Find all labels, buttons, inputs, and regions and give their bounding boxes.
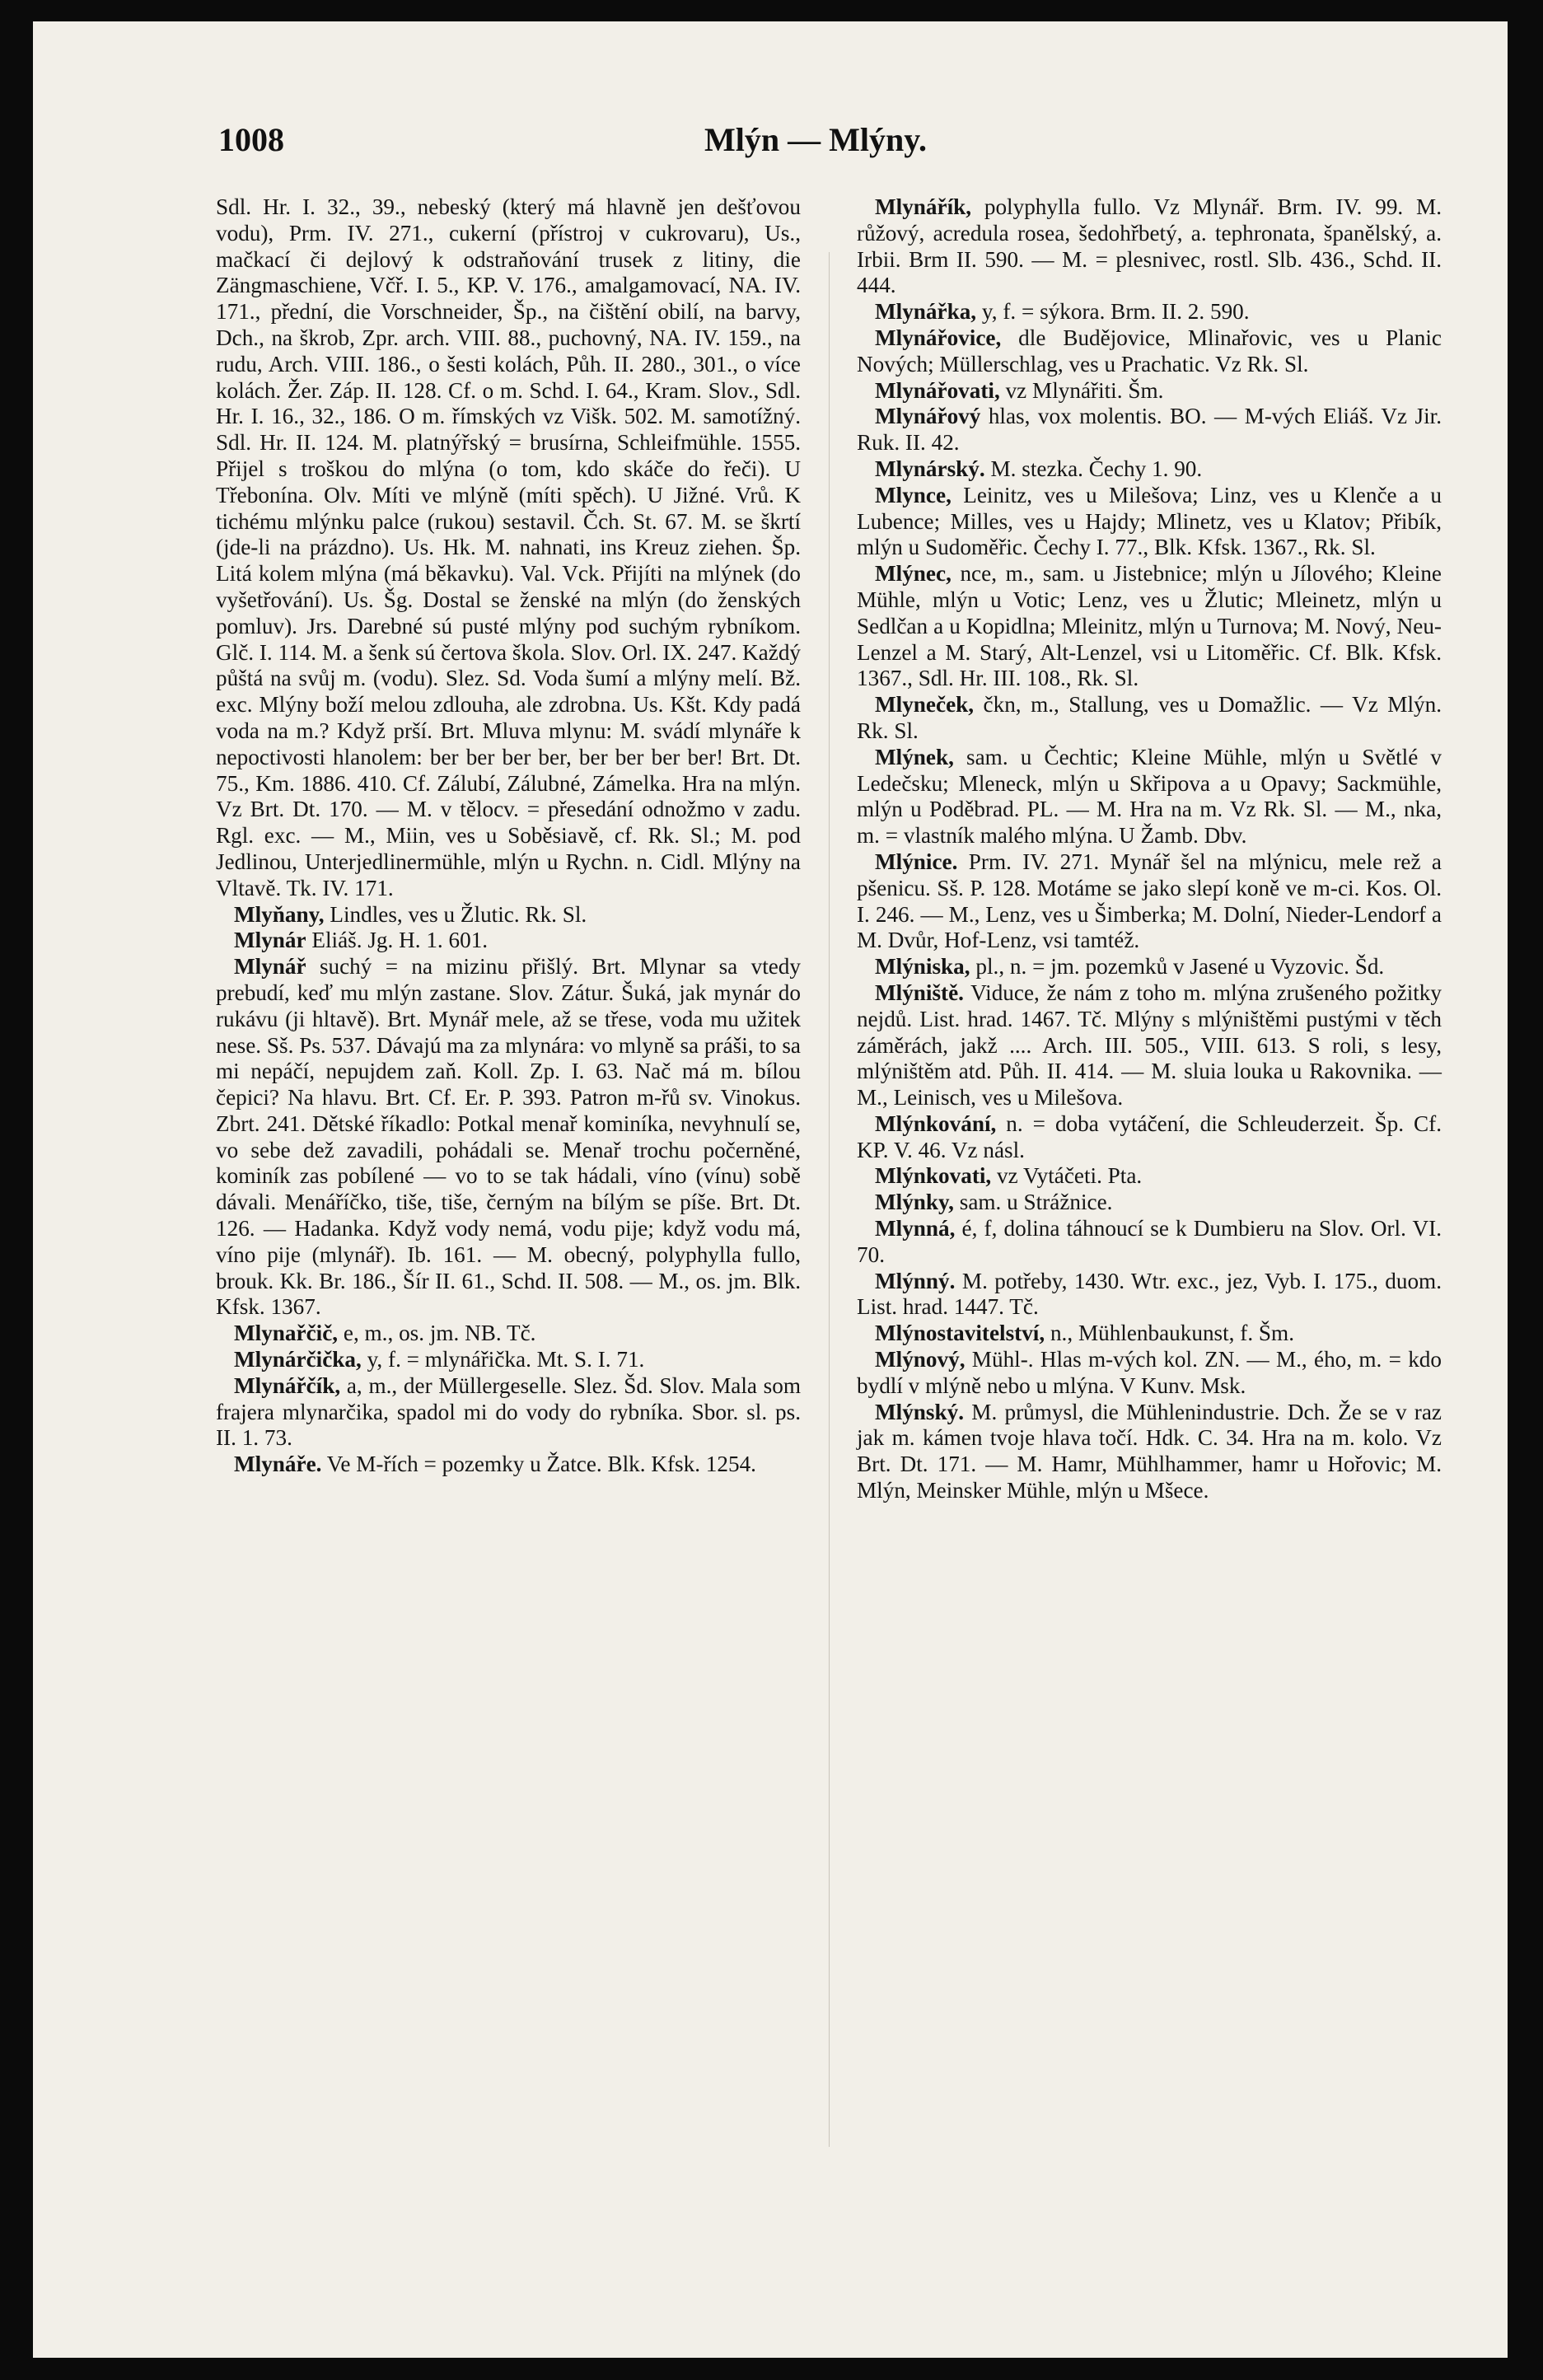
dictionary-entry — [857, 849, 1442, 954]
dictionary-entry — [857, 692, 1442, 745]
entry-headword: Mlýnový, — [875, 1347, 966, 1372]
dictionary-entry — [857, 1400, 1442, 1504]
entry-headword: Mlýnný. — [875, 1268, 956, 1293]
running-title: Mlýn — Mlýny. — [704, 121, 928, 158]
dictionary-entry — [857, 1269, 1442, 1321]
right-column — [857, 194, 1442, 1504]
dictionary-entry — [857, 378, 1442, 404]
entry-headword: Mlýnek, — [875, 744, 954, 769]
entry-headword: Mlýniska, — [875, 954, 970, 980]
dictionary-entry — [216, 954, 801, 1321]
dictionary-entry — [216, 1321, 801, 1347]
entry-headword: Mlýnky, — [875, 1190, 954, 1215]
dictionary-entry — [216, 928, 801, 954]
entry-headword: Mlýnkovati, — [875, 1163, 992, 1189]
entry-headword: Mlynáře. — [234, 1452, 322, 1477]
entry-body: Ve M-řích = pozemky u Žatce. Blk. Kfsk. 1254. — [321, 1452, 756, 1477]
entry-body: pl., n. = jm. pozemků v Jasené u Vyzovic. Šd. — [970, 954, 1385, 980]
entry-body: Eliáš. Jg. H. 1. 601. — [306, 928, 489, 953]
entry-headword: Mlynár — [234, 928, 306, 953]
entry-headword: Mlynářka, — [875, 299, 977, 325]
entry-body: e, m., os. jm. NB. Tč. — [338, 1321, 536, 1346]
entry-body: vz Mlynářiti. Šm. — [999, 377, 1164, 403]
entry-body: vz Vytáčeti. Pta. — [991, 1163, 1143, 1189]
entry-body: M. potřeby, 1430. Wtr. exc., jez, Vyb. I. 175., duom. List. hrad. 1447. Tč. — [857, 1268, 1442, 1320]
entry-headword: Mlynařčič, — [234, 1321, 339, 1346]
dictionary-entry — [857, 1190, 1442, 1216]
entry-body: M. stezka. Čechy 1. 90. — [984, 456, 1203, 481]
entry-body: sam. u Strážnice. — [953, 1190, 1113, 1215]
entry-continued: Sdl. Hr. I. 32., 39., nebeský (který má hlavně jen dešťovou vodu), Prm. IV. 271., cukerní (přístroj v cukrovaru), Us., mačkací či dejlový k odstraňování trusek z litiny, die Zängmaschiene, Včř. I. 5., KP. V. 176., amalgamovací, NA. IV. 171., přední, die Vorschneider, Šp., na čištění obilí, na barvy, Dch., na škrob, Zpr. arch. VIII. 88., puchovný, NA. IV. 159., na rudu, Arch. VIII. 186., o šesti kolách, Půh. II. 280., 301., o více kolách. Žer. Záp. II. 128. Cf. o m. Schd. I. 64., Kram. Slov., Sdl. Hr. I. 16., 32., 186. O m. římských vz Višk. 502. M. samotížný. Sdl. Hr. II. 124. M. platnýřský = brusírna, Schleifmühle. 1555. Přijel s troškou do mlýna (o tom, kdo skáče do řeči). U Třebonína. Olv. Míti ve mlýně (míti spěch). U Jižné. Vrů. K tichému mlýnku palce (rukou) sestavil. Čch. St. 67. M. se škrtí (jde-li na prázdno). Us. Hk. M. nahnati, ins Kreuz ziehen. Šp. Litá kolem mlýna (má běkavku). Val. Vck. Přijíti na mlýnek (do vyšetřování). Us. Šg. Dostal se ženské na mlýn (do ženských pomluv). Jrs. Darebné sú pusté mlýny pod suchým rybníkom. Glč. I. 114. M. a šenk sú čertova škola. Slov. Orl. IX. 247. Každý půštá na svůj m. (vodu). Slez. Sd. Voda šumí a mlýny melí. Bž. exc. Mlýny boží melou zdlouha, ale zdrobna. Us. Kšt. Kdy padá voda na m.? Když prší. Brt. Mluva mlynu: M. svádí mlynáře k nepoctivosti hlanolem: ber ber ber ber, ber ber ber ber! Brt. Dt. 75., Km. 1886. 410. Cf. Zálubí, Zálubné, Zámelka. Hra na mlýn. Vz Brt. Dt. 170. — M. v tělocv. = přesedání odnožmo v zadu. Rgl. exc. — M., Miin, ves u Soběsiavě, cf. Rk. Sl.; M. pod Jedlinou, Unterjedlinermühle, mlýn u Rychn. n. Cidl. Mlýny na Vltavě. Tk. IV. 171. — [216, 194, 802, 900]
entry-headword: Mlýnkování, — [875, 1111, 997, 1136]
entry-body: Lindles, ves u Žlutic. Rk. Sl. — [324, 901, 587, 927]
dictionary-page — [33, 21, 1508, 2358]
entry-headword: Mlynář — [234, 954, 306, 980]
entry-body: n., Mühlenbaukunst, f. Šm. — [1045, 1321, 1294, 1346]
dictionary-entry — [216, 1373, 801, 1452]
dictionary-entry — [216, 1347, 801, 1373]
entry-headword: Mlynářík, — [875, 194, 972, 219]
entry-body: é, f, dolina táhnoucí se k Dumbieru na Slov. Orl. VI. 70. — [857, 1216, 1442, 1267]
entry-body: dle Budějovice, Mlinařovic, ves u Planic Nových; Müllerschlag, ves u Prachatic. Vz Rk. Sl. — [857, 325, 1442, 376]
entry-headword: Mlynárský. — [875, 456, 985, 481]
dictionary-entry — [857, 1163, 1442, 1190]
entry-headword: Mlynná, — [875, 1216, 956, 1241]
entry-body: čkn, m., Stallung, ves u Domažlic. — Vz Mlýn. Rk. Sl. — [857, 692, 1442, 743]
dictionary-entry — [857, 194, 1442, 299]
dictionary-entry — [216, 1452, 801, 1478]
dictionary-entry — [857, 404, 1442, 456]
entry-headword: Mlynářovice, — [875, 325, 1002, 350]
entry-headword: Mlynářový — [875, 404, 981, 429]
page-header — [218, 120, 1413, 178]
entry-body: nce, m., sam. u Jistebnice; mlýn u Jílového; Kleine Mühle, mlýn u Votic; Lenz, ves u Žlutic; Mleinetz, mlýn u Sedlčan a u Kopidlna; Mleinitz, mlýn u Turnova; M. Nový, Neu-Lenzel a M. Starý, Alt-Lenzel, vsi u Litoměřic. Cf. Blk. Kfsk. 1367., Sdl. Hr. III. 108., Rk. Sl. — [857, 561, 1442, 691]
dictionary-entry — [857, 325, 1442, 378]
entry-headword: Mlýniště. — [875, 980, 964, 1005]
left-column — [216, 194, 801, 1478]
dictionary-entry — [857, 1111, 1442, 1164]
entry-body: Prm. IV. 271. Mynář šel na mlýnicu, mele rež a pšenicu. Sš. P. 128. Motáme se jako slepí koně ve m-ci. Kos. Ol. I. 246. — M., Lenz, ves u Šimberka; M. Dolní, Nieder-Lendorf a M. Dvůr, Hof-Lenz, vsi tamtéž. — [857, 849, 1442, 953]
entry-headword: Mlýnec, — [875, 561, 952, 587]
entry-headword: Mlýnský. — [875, 1399, 965, 1424]
entry-body: M. průmysl, die Mühlenindustrie. Dch. Že se v raz jak m. kámen tvoje hlava točí. Hdk. C. 34. Hra na m. kolo. Vz Brt. Dt. 171. — M. Hamr, Mühlhammer, hamr u Hořovic; M. Mlýn, Meinsker Mühle, mlýn u Mšece. — [857, 1399, 1442, 1503]
entry-headword: Mlynářovati, — [875, 377, 1000, 403]
entry-headword: Mlýnice. — [875, 849, 958, 874]
dictionary-entry — [216, 902, 801, 928]
entry-headword: Mlynárčička, — [234, 1347, 362, 1372]
dictionary-entry — [857, 561, 1442, 692]
entry-headword: Mlynářčík, — [234, 1372, 341, 1398]
entry-headword: Mlyneček, — [875, 692, 975, 718]
page-number: 1008 — [218, 121, 284, 158]
dictionary-entry — [857, 980, 1442, 1111]
entry-body: Leinitz, ves u Milešova; Linz, ves u Klenče a u Lubence; Milles, ves u Hajdy; Mlinetz, ves u Klatov; Přibík, mlýn u Sudoměřic. Čechy I. 77., Blk. Kfsk. 1367., Rk. Sl. — [857, 482, 1442, 560]
entry-body: n. = doba vytáčení, die Schleuderzeit. Šp. Cf. KP. V. 46. Vz násl. — [857, 1111, 1442, 1162]
entry-headword: Mlýnostavitelství, — [875, 1321, 1045, 1346]
entry-body: suchý = na mizinu přišlý. Brt. Mlynar sa vtedy prebudí, keď mu mlýn zastane. Slov. Zátur. Šuká, jak mynár do rukávu (ji hltavě). Brt. Mynář mele, až se třese, voda mu užitek nese. Sš. Ps. 537. Dávajú ma za mlynára: vo mlyně sa práši, to sa mi nepáčí, nepujdem zaň. Koll. Zp. I. 63. Nač má m. bílou čepici? Na hlavu. Brt. Cf. Er. P. 393. Patron m-řů sv. Vinokus. Zbrt. 241. Dětské říkadlo: Potkal menař kominíka, nevyhnulí se, vo sebe dež zavadili, pohádali se. Menař trochu počerněné, kominík zas pobílené — vo to se tak hádali, víno (vínu) sobě dávali. Menáříčko, tiše, tiše, černým na bílým se píše. Brt. Dt. 126. — Hadanka. Když vody nemá, vodu pije; když vodu má, víno pije (mlynář). Ib. 161. — M. obecný, polyphylla fullo, brouk. Kk. Br. 186., Šír II. 61., Schd. II. 508. — M., os. jm. Blk. Kfsk. 1367. — [216, 954, 801, 1320]
dictionary-entry — [857, 483, 1442, 561]
entry-body: a, m., der Müllergeselle. Slez. Šd. Slov. Mala som frajera mlynarčika, spadol mi do vody do rybníka. Sbor. sl. ps. II. 1. 73. — [216, 1372, 801, 1451]
dictionary-entry — [857, 1347, 1442, 1400]
entry-body: Viduce, že nám z toho m. mlýna zrušeného požitky nejdů. List. hrad. 1467. Tč. Mlýny s mlýništěmi pustými v těch záměrách, jakž .... Arch. III. 505., VIII. 613. S roli, s lesy, mlýništěm atd. Půh. II. 414. — M. sluia louka u Rakovnika. — M., Leinisch, ves u Milešova. — [857, 980, 1442, 1111]
dictionary-entry — [857, 456, 1442, 483]
dictionary-entry — [857, 954, 1442, 980]
entry-body: sam. u Čechtic; Kleine Mühle, mlýn u Světlé v Ledečsku; Mleneck, mlýn u Skřipova a u Opavy; Sackmühle, mlýn u Poděbrad. PL. — M. Hra na m. Vz Rk. Sl. — M., nka, m. = vlastník malého mlýna. U Žamb. Dbv. — [857, 744, 1442, 849]
entry-body: y, f. = sýkora. Brm. II. 2. 590. — [976, 299, 1250, 325]
entry-body: polyphylla fullo. Vz Mlynář. Brm. IV. 99. M. růžový, acredula rosea, šedohřbetý, a. tephronata, španělský, a. Irbii. Brm II. 590. — M. = plesnivec, rostl. Slb. 436., Schd. II. 444. — [857, 194, 1442, 298]
dictionary-entry — [857, 1321, 1442, 1347]
entry-body: Mühl-. Hlas m-vých kol. ZN. — M., ého, m. = kdo bydlí v mlýně nebo u mlýna. V Kunv. Msk. — [857, 1347, 1442, 1398]
entry-headword: Mlyňany, — [234, 901, 325, 927]
dictionary-entry — [857, 1216, 1442, 1269]
dictionary-entry — [857, 745, 1442, 849]
dictionary-entry — [857, 299, 1442, 325]
entry-headword: Mlynce, — [875, 482, 952, 507]
column-divider — [829, 252, 830, 2147]
entry-body: hlas, vox molentis. BO. — M-vých Eliáš. Vz Jir. Ruk. II. 42. — [857, 404, 1442, 456]
entry-body: y, f. = mlynářička. Mt. S. I. 71. — [361, 1347, 645, 1372]
